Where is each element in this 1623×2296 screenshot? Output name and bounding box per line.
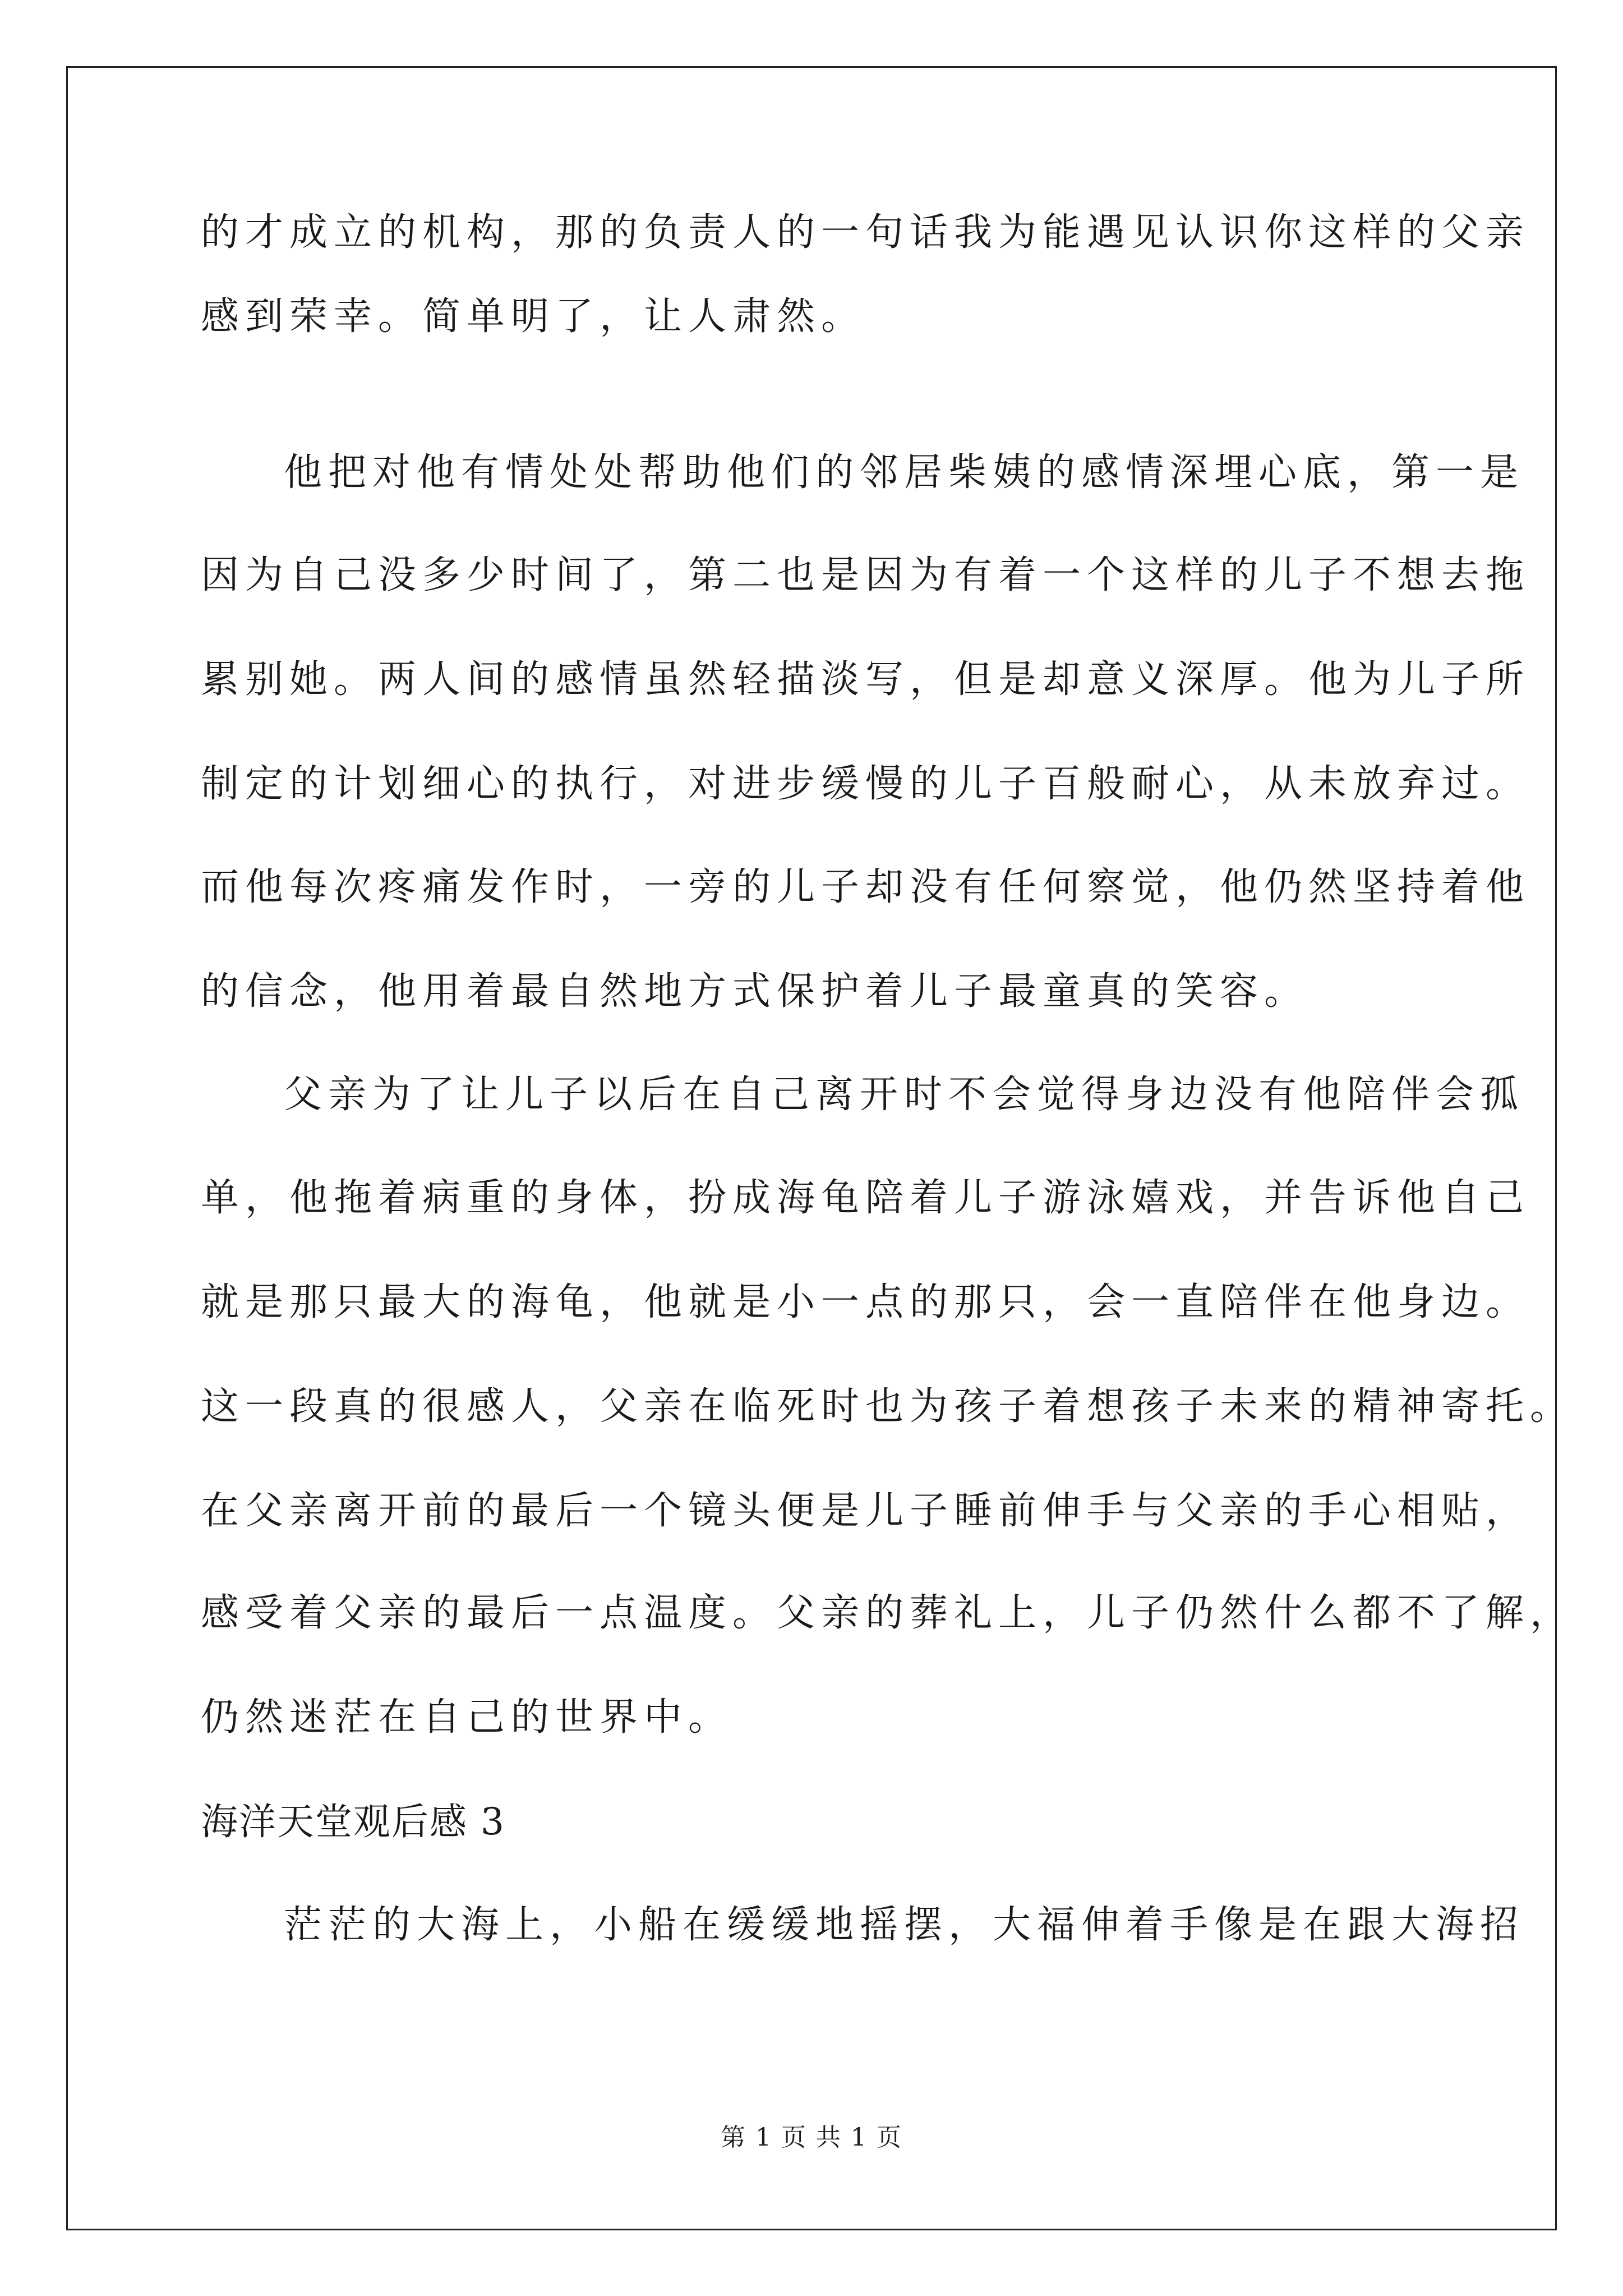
text-line: 感受着父亲的最后一点温度。父亲的葬礼上，儿子仍然什么都不了解， [201,1591,1575,1635]
text-line: 父亲为了让儿子以后在自己离开时不会觉得身边没有他陪伴会孤 [284,1073,1525,1117]
text-line: 的才成立的机构，那的负责人的一句话我为能遇见认识你这样的父亲 [201,210,1530,255]
text-line: 这一段真的很感人，父亲在临死时也为孩子着想孩子未来的精神寄托。 [201,1384,1575,1429]
text-line: 而他每次疼痛发作时，一旁的儿子却没有任何察觉，他仍然坚持着他 [201,865,1530,909]
text-line: 制定的计划细心的执行，对进步缓慢的儿子百般耐心，从未放弃过。 [201,762,1530,806]
text-line: 在父亲离开前的最后一个镜头便是儿子睡前伸手与父亲的手心相贴， [201,1489,1530,1533]
section-heading: 海洋天堂观后感 3 [201,1800,505,1843]
text-line: 感到荣幸。简单明了，让人肃然。 [201,295,866,339]
text-line: 他把对他有情处处帮助他们的邻居柴姨的感情深埋心底，第一是 [284,450,1525,495]
text-line: 的信念，他用着最自然地方式保护着儿子最童真的笑容。 [201,969,1309,1014]
text-line: 仍然迷茫在自己的世界中。 [201,1695,733,1740]
text-line: 就是那只最大的海龟，他就是小一点的那只，会一直陪伴在他身边。 [201,1280,1530,1324]
text-line: 累别她。两人间的感情虽然轻描淡写，但是却意义深厚。他为儿子所 [201,657,1530,702]
text-line: 茫茫的大海上，小船在缓缓地摇摆，大福伸着手像是在跟大海招 [284,1903,1525,1947]
text-line: 单，他拖着病重的身体，扮成海龟陪着儿子游泳嬉戏，并告诉他自己 [201,1176,1530,1220]
page-number: 第 1 页 共 1 页 [721,2123,902,2152]
text-line: 因为自己没多少时间了，第二也是因为有着一个这样的儿子不想去拖 [201,553,1530,597]
